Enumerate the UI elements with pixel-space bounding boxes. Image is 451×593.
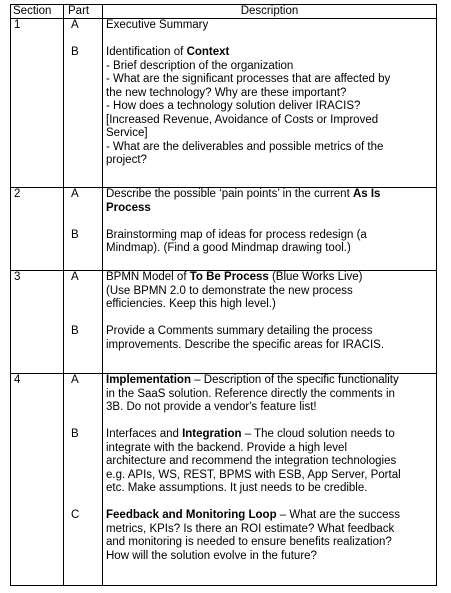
text-run: Mindmap). (Find a good Mindmap drawing tool.) — [106, 242, 351, 254]
description-line — [106, 401, 433, 415]
description-line — [106, 536, 433, 550]
description-line — [106, 154, 433, 168]
text-run: the new technology? Why are these important? — [106, 86, 347, 99]
text-run: 3B. Do not provide a vendor's feature list! — [106, 401, 317, 413]
header-description: Description — [103, 5, 437, 19]
description-line — [106, 202, 433, 216]
table-row — [11, 19, 437, 188]
text-run: Identification of — [106, 46, 187, 58]
description-line — [106, 285, 433, 299]
description-line — [106, 46, 433, 60]
description-line — [106, 114, 433, 128]
text-run: improvements. Describe the specific areas for IRACIS. — [106, 338, 385, 351]
text-run: (Blue Works Live) — [268, 271, 363, 283]
description-line — [106, 455, 433, 469]
part-description — [106, 19, 433, 33]
table-body — [11, 19, 437, 586]
text-run: Describe the possible ‘pain points’ in the current — [106, 188, 353, 200]
description-line — [106, 242, 433, 256]
text-run: – The cloud solution needs to — [241, 428, 395, 440]
text-run: - What are the deliverables and possible metrics of the — [106, 140, 384, 153]
text-run: - What are the significant processes that are affected by — [106, 73, 391, 85]
part-description — [106, 509, 433, 563]
bold-text: To Be Process — [189, 271, 269, 283]
part-label: B — [71, 46, 79, 58]
bold-text: Process — [106, 201, 151, 214]
part-cell — [64, 19, 103, 188]
description-line — [106, 428, 433, 442]
text-run: [Increased Revenue, Avoidance of Costs or Improved — [106, 113, 379, 126]
bold-text: Loop — [248, 509, 277, 521]
section-number: 3 — [11, 271, 64, 374]
description-line — [106, 188, 433, 202]
description-line — [106, 442, 433, 456]
part-cell — [64, 188, 103, 271]
text-run: Brainstorming map of ideas for process redesign (a — [106, 228, 367, 241]
description-line — [106, 388, 433, 402]
description-line — [106, 550, 433, 564]
text-run: architecture and recommend the integration technologies — [106, 455, 397, 467]
description-cell — [103, 374, 437, 586]
part-label: B — [71, 228, 79, 241]
description-cell — [103, 188, 437, 271]
part-description — [106, 428, 433, 496]
description-line — [106, 325, 433, 339]
bold-text: As Is — [352, 188, 381, 200]
description-cell — [103, 271, 437, 374]
text-run: BPMN Model of — [106, 271, 190, 283]
part-label: A — [71, 271, 79, 283]
assignment-table — [10, 4, 437, 586]
text-run: efficiencies. Keep this high level.) — [106, 298, 276, 310]
text-run: How will the solution evolve in the future? — [106, 549, 317, 562]
description-line — [106, 509, 433, 523]
bold-text: Integration — [182, 428, 242, 440]
text-run: integrate with the backend. Provide a high level — [106, 441, 348, 454]
description-line — [106, 482, 433, 496]
text-run: (Use BPMN 2.0 to demonstrate the new process — [106, 284, 353, 297]
description-line — [106, 60, 433, 74]
part-label: C — [71, 509, 80, 521]
header-row — [11, 5, 437, 19]
part-description — [106, 374, 433, 415]
text-run: Service] — [106, 127, 148, 139]
text-run: project? — [106, 154, 147, 166]
part-label: A — [71, 19, 79, 31]
description-line — [106, 127, 433, 141]
text-run: etc. Make assumptions. It just needs to be credible. — [106, 482, 368, 494]
table-row — [11, 188, 437, 271]
description-line — [106, 469, 433, 483]
description-line — [106, 19, 433, 33]
part-cell — [64, 271, 103, 374]
section-number: 1 — [11, 19, 64, 188]
part-cell — [64, 374, 103, 586]
text-run: - Brief description of the organization — [106, 59, 294, 72]
bold-text: Feedback and Monitoring — [106, 509, 246, 521]
text-run: in the SaaS solution. Reference directly the comments in — [106, 387, 395, 400]
part-description — [106, 46, 433, 168]
description-line — [106, 339, 433, 353]
description-line — [106, 73, 433, 87]
description-cell — [103, 19, 437, 188]
section-number: 4 — [11, 374, 64, 586]
text-run: metrics, KPIs? Is there an ROI estimate? What feedback — [106, 522, 395, 535]
part-description — [106, 271, 433, 312]
text-run: - How does a technology solution deliver IRACIS? — [106, 100, 361, 112]
description-line — [106, 271, 433, 285]
description-line — [106, 229, 433, 243]
part-label: B — [71, 428, 79, 440]
text-run: e.g. APIs, WS, REST, BPMS with ESB, App Server, Portal — [106, 468, 401, 481]
description-line — [106, 100, 433, 114]
header-section: Section — [11, 5, 64, 19]
description-line — [106, 298, 433, 312]
text-run: – Description of the specific functionality — [190, 374, 399, 386]
text-run: – What are the success — [276, 509, 400, 521]
part-description — [106, 229, 433, 256]
description-line — [106, 87, 433, 101]
text-run: Executive Summary — [106, 19, 209, 31]
bold-text: Implementation — [106, 374, 191, 386]
part-label: B — [71, 325, 79, 337]
part-label: A — [71, 374, 79, 386]
text-run: Provide a Comments summary detailing the process — [106, 325, 373, 337]
part-label: A — [71, 188, 79, 200]
text-run: Interfaces and — [106, 428, 183, 440]
section-number: 2 — [11, 188, 64, 271]
bold-text: Context — [186, 46, 230, 58]
description-line — [106, 523, 433, 537]
description-line — [106, 374, 433, 388]
header-part: Part — [64, 5, 103, 19]
part-description — [106, 325, 433, 352]
part-description — [106, 188, 433, 215]
table-row — [11, 374, 437, 586]
description-line — [106, 141, 433, 155]
text-run: and monitoring is needed to ensure benefits realization? — [106, 536, 392, 548]
table-row — [11, 271, 437, 374]
